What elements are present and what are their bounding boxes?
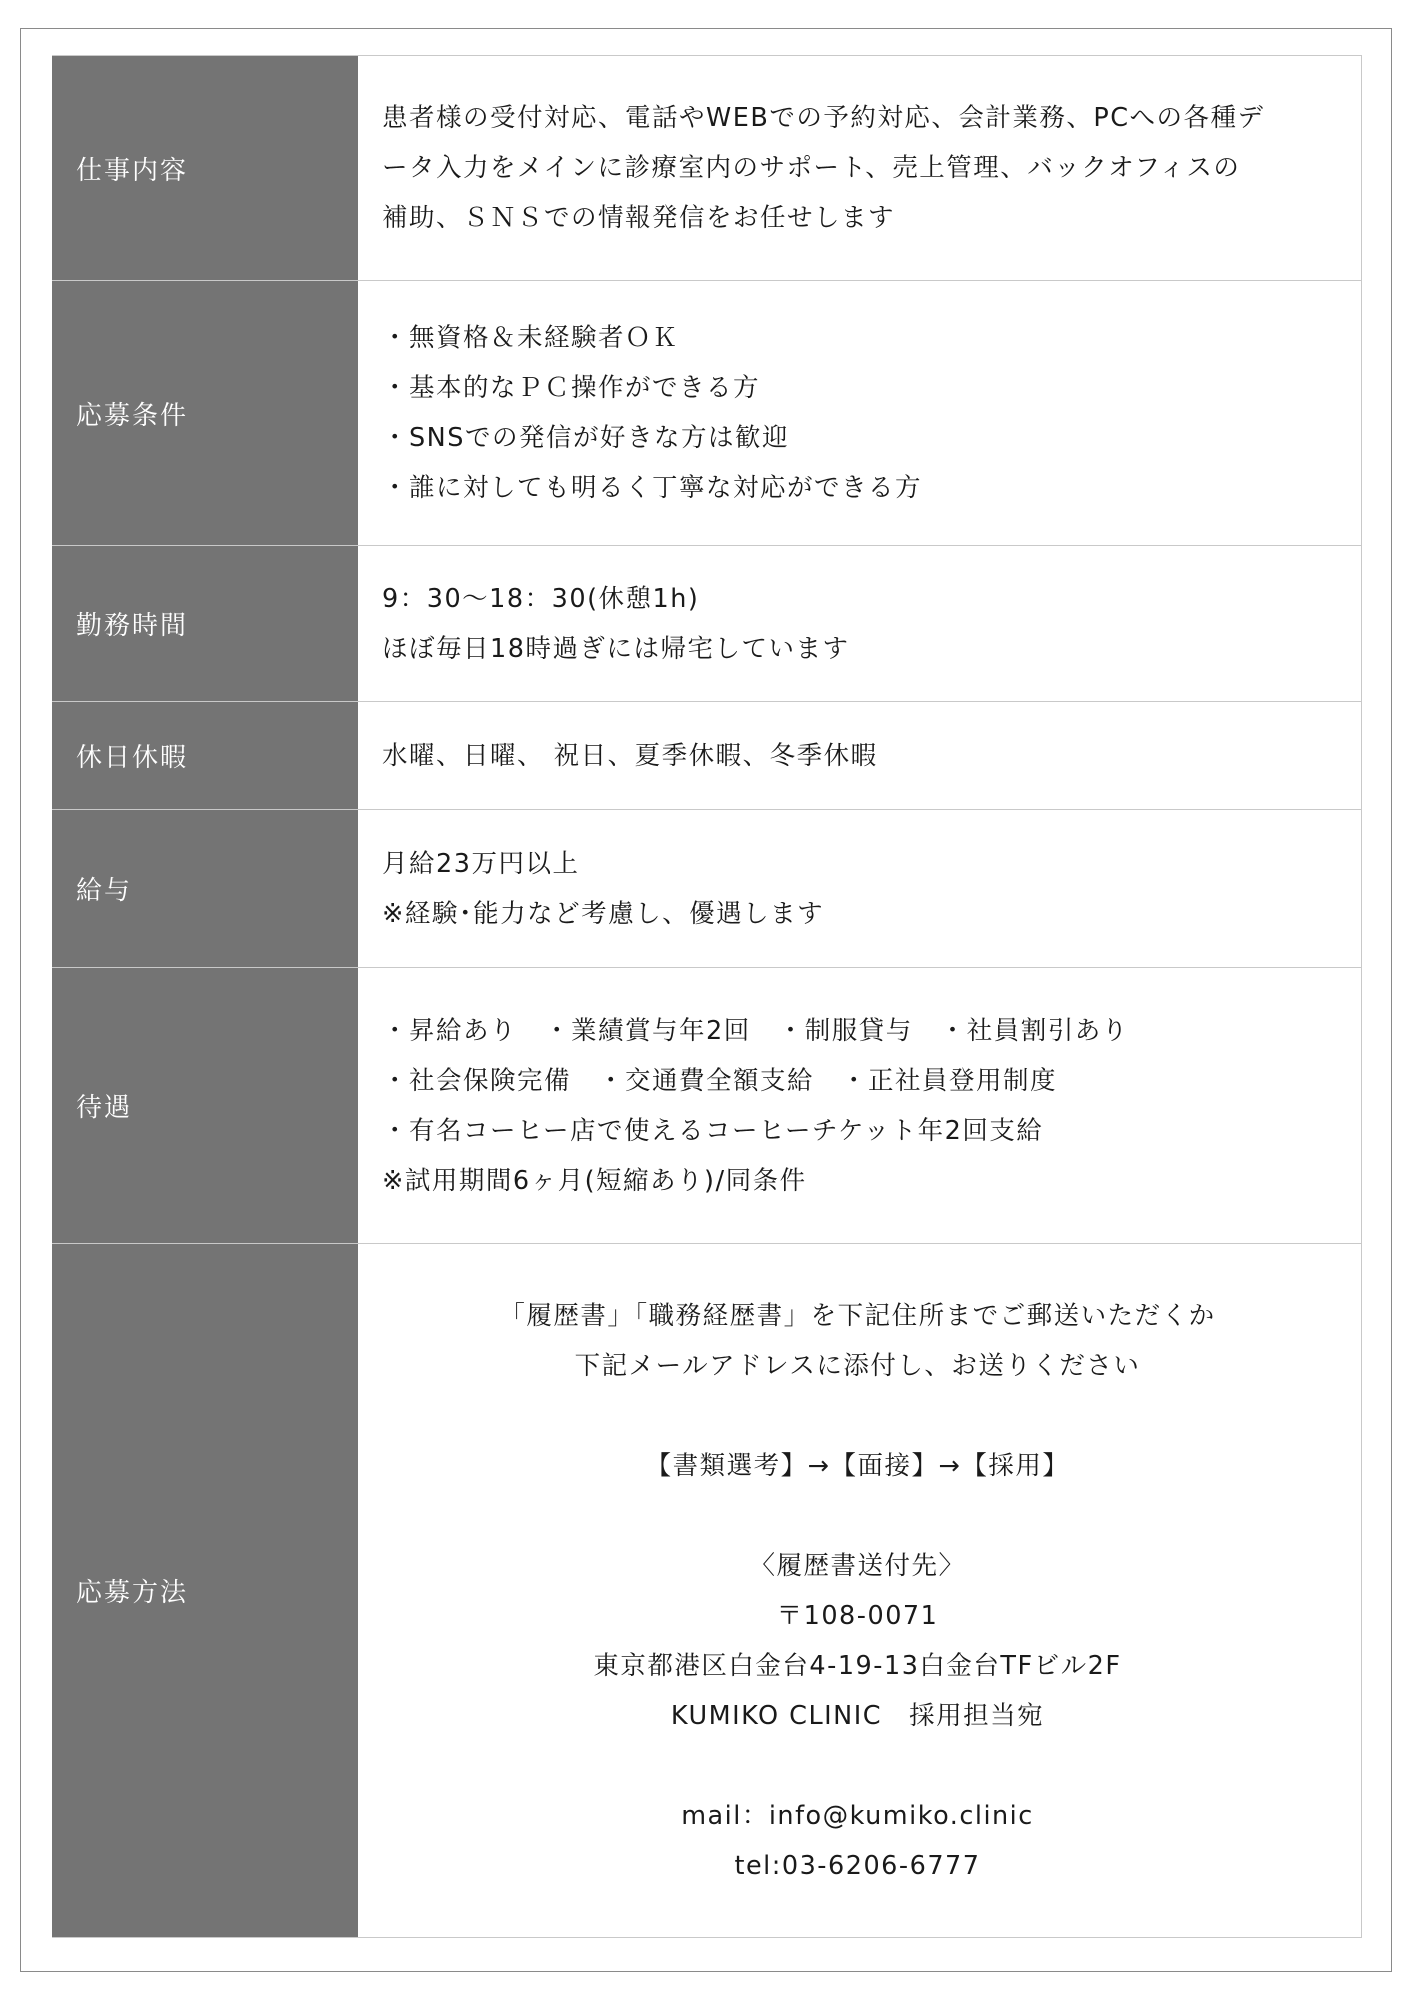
label-how-to-apply: 応募方法 [52, 1244, 358, 1937]
row-holidays [52, 702, 1362, 810]
text-line: 〈履歴書送付先〉 [749, 1550, 966, 1581]
text-line: ・社会保険完備 ・交通費全額支給 ・正社員登用制度 [382, 1065, 1058, 1096]
content-job-description [358, 56, 1362, 280]
label-holidays: 休日休暇 [52, 702, 358, 809]
text-line: 月給23万円以上 [382, 848, 580, 879]
text-line: 補助、ＳＮＳでの情報発信をお任せします [382, 203, 896, 233]
blank-line [382, 1741, 1333, 1791]
content-working-hours [358, 546, 1362, 701]
text-line: 9：30～18：30(休憩1h) [382, 583, 700, 614]
text-line: ※試用期間6ヶ月(短縮あり)/同条件 [382, 1165, 807, 1196]
text-line: ータ入力をメインに診療室内のサポート、売上管理、バックオフィスの [382, 153, 1241, 183]
text-line: 下記メールアドレスに添付し、お送りください [574, 1350, 1141, 1381]
text-line: 水曜、日曜、 祝日、夏季休暇、冬季休暇 [382, 740, 878, 771]
content-requirements [358, 281, 1362, 545]
row-working-hours [52, 546, 1362, 702]
text-line: 「履歴書」「職務経歴書」を下記住所までご郵送いただくか [499, 1300, 1216, 1331]
row-requirements [52, 281, 1362, 546]
text-line: ・誰に対しても明るく丁寧な対応ができる方 [382, 473, 923, 503]
text-line: ・昇給あり ・業績賞与年2回 ・制服貸与 ・社員割引あり [382, 1015, 1129, 1046]
postal-code: 〒108-0071 [776, 1600, 939, 1631]
text-line: ほぼ毎日18時過ぎには帰宅しています [382, 633, 850, 664]
address: 東京都港区白金台4-19-13白金台TFビル2F [593, 1650, 1122, 1681]
selection-flow: 【書類選考】→【面接】→【採用】 [645, 1450, 1070, 1481]
text-line: ・有名コーヒー店で使えるコーヒーチケット年2回支給 [382, 1115, 1044, 1146]
label-benefits: 待遇 [52, 968, 358, 1243]
row-how-to-apply [52, 1244, 1362, 1938]
content-salary [358, 810, 1362, 967]
text-line: ・SNSでの発信が好きな方は歓迎 [382, 423, 789, 453]
text-line: 患者様の受付対応、電話やWEBでの予約対応、会計業務、PCへの各種デ [382, 103, 1265, 133]
label-salary: 給与 [52, 810, 358, 967]
blank-line [382, 1491, 1333, 1541]
label-job-description: 仕事内容 [52, 56, 358, 280]
recipient: KUMIKO CLINIC 採用担当宛 [670, 1700, 1045, 1731]
text-line: ・基本的なＰＣ操作ができる方 [382, 373, 761, 403]
phone: tel:03-6206-6777 [734, 1850, 981, 1881]
text-line: ※経験･能力など考慮し、優遇します [382, 898, 825, 929]
content-how-to-apply [358, 1244, 1362, 1937]
label-requirements: 応募条件 [52, 281, 358, 545]
email: mail：info@kumiko.clinic [681, 1800, 1034, 1831]
row-benefits [52, 968, 1362, 1244]
job-info-table [52, 55, 1362, 1938]
blank-line [382, 1391, 1333, 1441]
content-holidays [358, 702, 1362, 809]
label-working-hours: 勤務時間 [52, 546, 358, 701]
content-benefits [358, 968, 1362, 1243]
row-job-description [52, 56, 1362, 281]
row-salary [52, 810, 1362, 968]
text-line: ・無資格＆未経験者ＯＫ [382, 323, 680, 353]
